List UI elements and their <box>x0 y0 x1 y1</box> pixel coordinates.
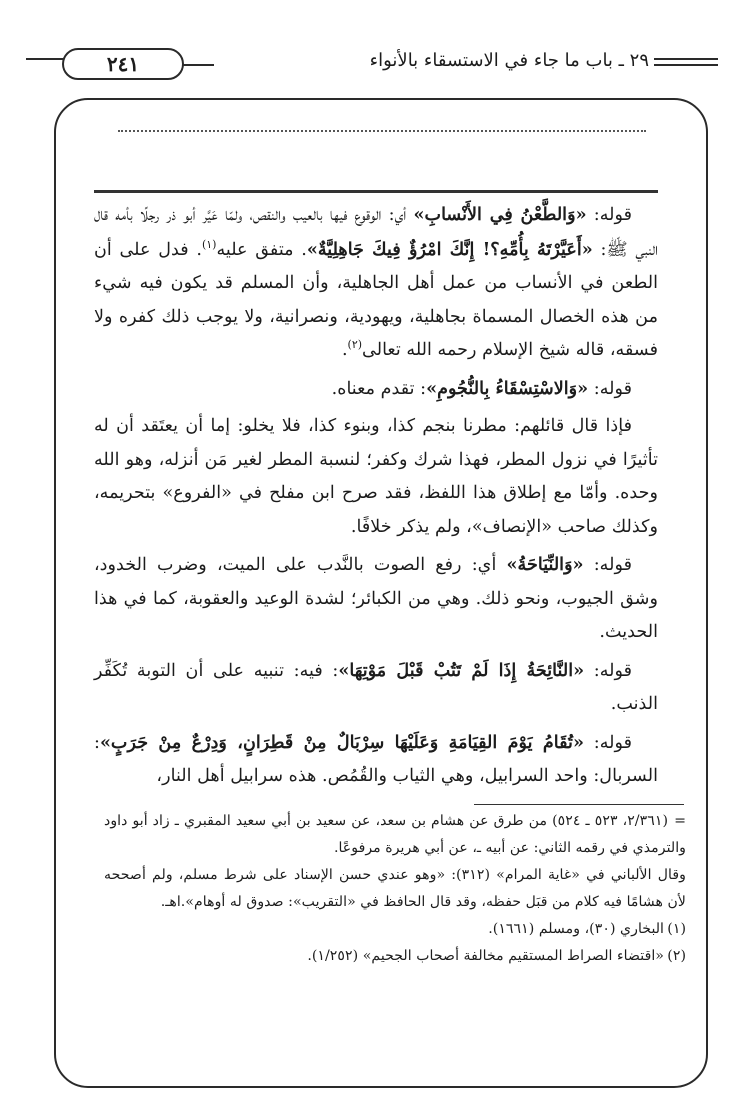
p5-term: «النَّائِحَةُ إِذَا لَمْ تَتُبْ قَبْلَ مَوْتِهَا» <box>338 659 585 681</box>
p6-text: : السربال: واحد السرابيل، وهي الثياب والقُمُص. هذه سرابيل أهل النار، <box>94 732 658 786</box>
p2-lead: قوله: <box>588 378 632 399</box>
header-rule-left <box>26 58 64 60</box>
header-rule-right-bottom <box>654 64 718 66</box>
footnote-1 <box>104 916 686 943</box>
footnote-2-label: (٢) <box>667 948 686 964</box>
footnote-1-text: البخاري (٣٠)، ومسلم (١٦٦١). <box>488 921 664 937</box>
commentary-text <box>94 198 658 798</box>
p1-text-3: . فدل على أن الطعن في الأنساب من عمل أهل الجاهلية، وأن المسلم قد يكون فيه شيء من هذه الخصال المسماة بجاهلية، ويهودية، ونصرانية، ولا يوجب ذلك كفره ولا فسقه، قاله شيخ الإسلام رحمه الله تعالى <box>94 239 658 360</box>
paragraph-6 <box>94 726 658 794</box>
footnote-cont-text-1: (٢/٣٦١، ٥٢٣ ـ ٥٢٤) من طرق عن هشام بن سعد، عن سعيد بن أبي سعيد المقبري ـ زاد أبو داود والترمذي في رقمه الثاني: عن أبيه ـ، عن أبي هريرة مرفوعًا. <box>104 813 686 856</box>
dotted-separator <box>118 130 646 132</box>
footnote-2 <box>104 943 686 970</box>
p1-lead: قوله: <box>586 205 633 225</box>
footnote-separator <box>474 804 684 805</box>
p2-term: «وَالاسْتِسْقَاءُ بِالنُّجُومِ» <box>426 377 589 399</box>
page-number: ٢٤١ <box>62 48 184 80</box>
footnote-continued-2: وقال الألباني في «غاية المرام» (٣١٢): «وهو عندي حسن الإسناد على شرط مسلم، ولم أصححه لأن هشامًا فيه كلام من قبَل حفظه، وقد قال الحافظ في «التقريب»: صدوق له أوهام».اهـ. <box>104 867 686 910</box>
footnote-1-label: (١) <box>667 921 686 937</box>
p5-text: : فيه: تنبيه على أن التوبة تُكَفِّر الذنب. <box>94 660 658 714</box>
p4-text: أي: رفع الصوت بالنَّدب على الميت، وضرب الخدود، وشق الجيوب، ونحو ذلك. وهي من الكبائر؛ لشدة الوعيد والعقوبة، كما في هذا الحديث. <box>94 555 658 642</box>
p2-text: : تقدم معناه. <box>331 378 427 399</box>
commentary-rule <box>94 190 658 193</box>
footnote-2-text: «اقتضاء الصراط المستقيم مخالفة أصحاب الجحيم» (١/٢٥٢). <box>307 948 664 964</box>
paragraph-1 <box>94 198 658 368</box>
footnote-continued-1 <box>104 808 686 862</box>
footnote-ref-1[interactable]: (١) <box>201 237 217 251</box>
p5-lead: قوله: <box>584 660 632 681</box>
paragraph-2 <box>94 372 658 407</box>
page-header <box>0 28 751 84</box>
p1-text-2: . متفق عليه <box>216 239 307 260</box>
paragraph-3: فإذا قال قائلهم: مطرنا بنجم كذا، وبنوء كذا، فلا يخلو: إما أن يعتَقد أن له تأثيرًا في نزول المطر، فهذا شرك وكفر؛ لنسبة المطر لغير مَن أنزله، وهو الله وحده. وأمّا مع إطلاق هذا اللفظ، فقد صرح ابن مفلح في «الفروع» بتحريمه، وكذلك صاحب «الإنصاف»، ولم يذكر خلافًا. <box>94 416 658 537</box>
chapter-title: ٢٩ ـ باب ما جاء في الاستسقاء بالأنواء <box>369 50 649 71</box>
footnotes <box>104 808 686 970</box>
paragraph-5 <box>94 654 658 722</box>
p1-end: . <box>341 340 348 360</box>
p1-hadith-quote: «أَعَيَّرْتَهُ بِأُمِّهِ؟! إِنَّكَ امْرُؤٌ فِيكَ جَاهِلِيَّةٌ» <box>306 238 593 260</box>
p1-term: «وَالطَّعْنُ فِي الأَنْسابِ» <box>413 204 587 225</box>
p1-text-1: أي: الوقوع فيها بالعيب والنقص، ولمّا عَيَّر أبو ذر رجلًا بأمه قال النبي ﷺ: <box>94 205 659 260</box>
p6-lead: قوله: <box>583 732 632 753</box>
continuation-mark: = <box>674 813 686 829</box>
header-rule-right-top <box>654 58 718 60</box>
p4-term: «وَالنِّيَاحَةُ» <box>506 554 584 575</box>
p4-lead: قوله: <box>583 555 632 575</box>
footnote-ref-2[interactable]: (٢) <box>347 338 363 352</box>
paragraph-4 <box>94 548 658 650</box>
p6-term: «تُقَامُ يَوْمَ القِيَامَةِ وَعَلَيْهَا سِرْبَالٌ مِنْ قَطِرَانٍ، وَدِرْعٌ مِنْ جَرَبٍ» <box>99 731 584 753</box>
header-rule-mid <box>180 64 214 66</box>
